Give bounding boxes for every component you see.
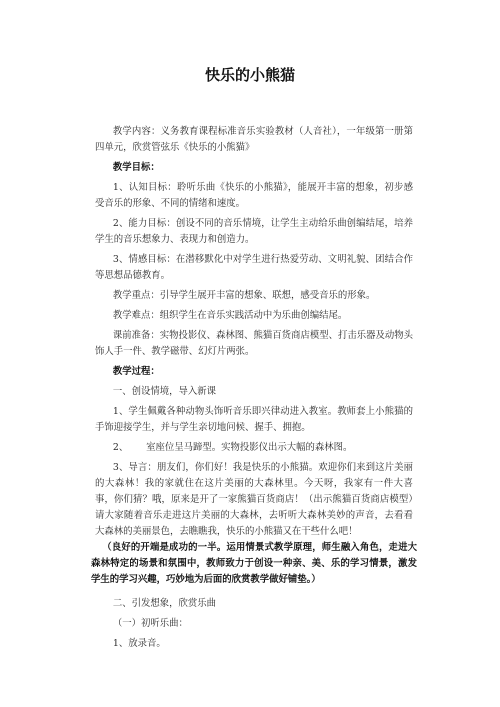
subsection-heading-1: （一）初听乐曲： bbox=[112, 618, 188, 629]
paragraph-difficulty: 教学难点：组织学生在音乐实践活动中为乐曲创编结尾。 bbox=[112, 310, 348, 321]
section-heading-1: 一、创设情境，导入新课 bbox=[112, 386, 216, 397]
heading-teaching-goals: 教学目标： bbox=[112, 162, 160, 173]
paragraph-key-point: 教学重点：引导学生展开丰富的想象、联想，感受音乐的形象。 bbox=[112, 290, 376, 301]
heading-teaching-process: 教学过程： bbox=[112, 366, 160, 377]
paragraph-step-3: 3、导言：朋友们，你们好！我是快乐的小熊猫。欢迎你们来到这片美丽的大森林！我的家就住在这片美丽的大森林里。今天呀，我家有一件大喜事，你们猜？哦，原来是开了一家熊猫百货商店！（出示熊猫百货商店模型）请大家随着音乐走进这片美丽的大森林，去听听大森林美妙的声音，去看看大森林的美丽景色，去瞧瞧我，快乐的小熊猫又在干些什么吧！ bbox=[95, 462, 413, 537]
paragraph-teaching-content: 教学内容：义务教育课程标准音乐实验教材（人音社），一年级第一册第四单元，欣赏管弦乐《快乐的小熊猫》 bbox=[95, 126, 413, 153]
paragraph-ability-goal: 2、能力目标：创设不同的音乐情境，让学生主动给乐曲创编结尾，培养学生的音乐想象力、表现力和创造力。 bbox=[95, 218, 413, 245]
paragraph-emotional-goal: 3、情感目标：在潜移默化中对学生进行热爱劳动、文明礼貌、团结合作等思想品德教育。 bbox=[95, 254, 413, 281]
paragraph-step-1: 1、学生佩戴各种动物头饰听音乐即兴律动进入教室。教师套上小熊猫的手饰迎接学生，并与学生亲切地问候、握手、拥抱。 bbox=[95, 406, 413, 433]
paragraph-preparation: 课前准备：实物投影仪、森林图、熊猫百货商店模型、打击乐器及动物头饰人手一件、教学磁带、幻灯片两张。 bbox=[95, 330, 413, 357]
section-heading-2: 二、引发想象，欣赏乐曲 bbox=[112, 598, 216, 609]
document-title: 快乐的小熊猫 bbox=[204, 66, 295, 84]
paragraph-cognitive-goal: 1、认知目标：聆听乐曲《快乐的小熊猫》，能展开丰富的想象，初步感受音乐的形象、不同的情绪和速度。 bbox=[95, 182, 413, 209]
paragraph-commentary: （良好的开端是成功的一半。运用情景式教学原理，师生融入角色，走进大森林特定的场景和氛围中，教师致力于创设一种亲、美、乐的学习情景，激发学生的学习兴趣，巧妙地为后面的欣赏教学做好铺垫。） bbox=[91, 542, 417, 585]
paragraph-play-recording: 1、放录音。 bbox=[112, 638, 166, 649]
paragraph-step-2: 2、 室座位呈马蹄型。实物投影仪出示大幅的森林图。 bbox=[112, 442, 353, 453]
